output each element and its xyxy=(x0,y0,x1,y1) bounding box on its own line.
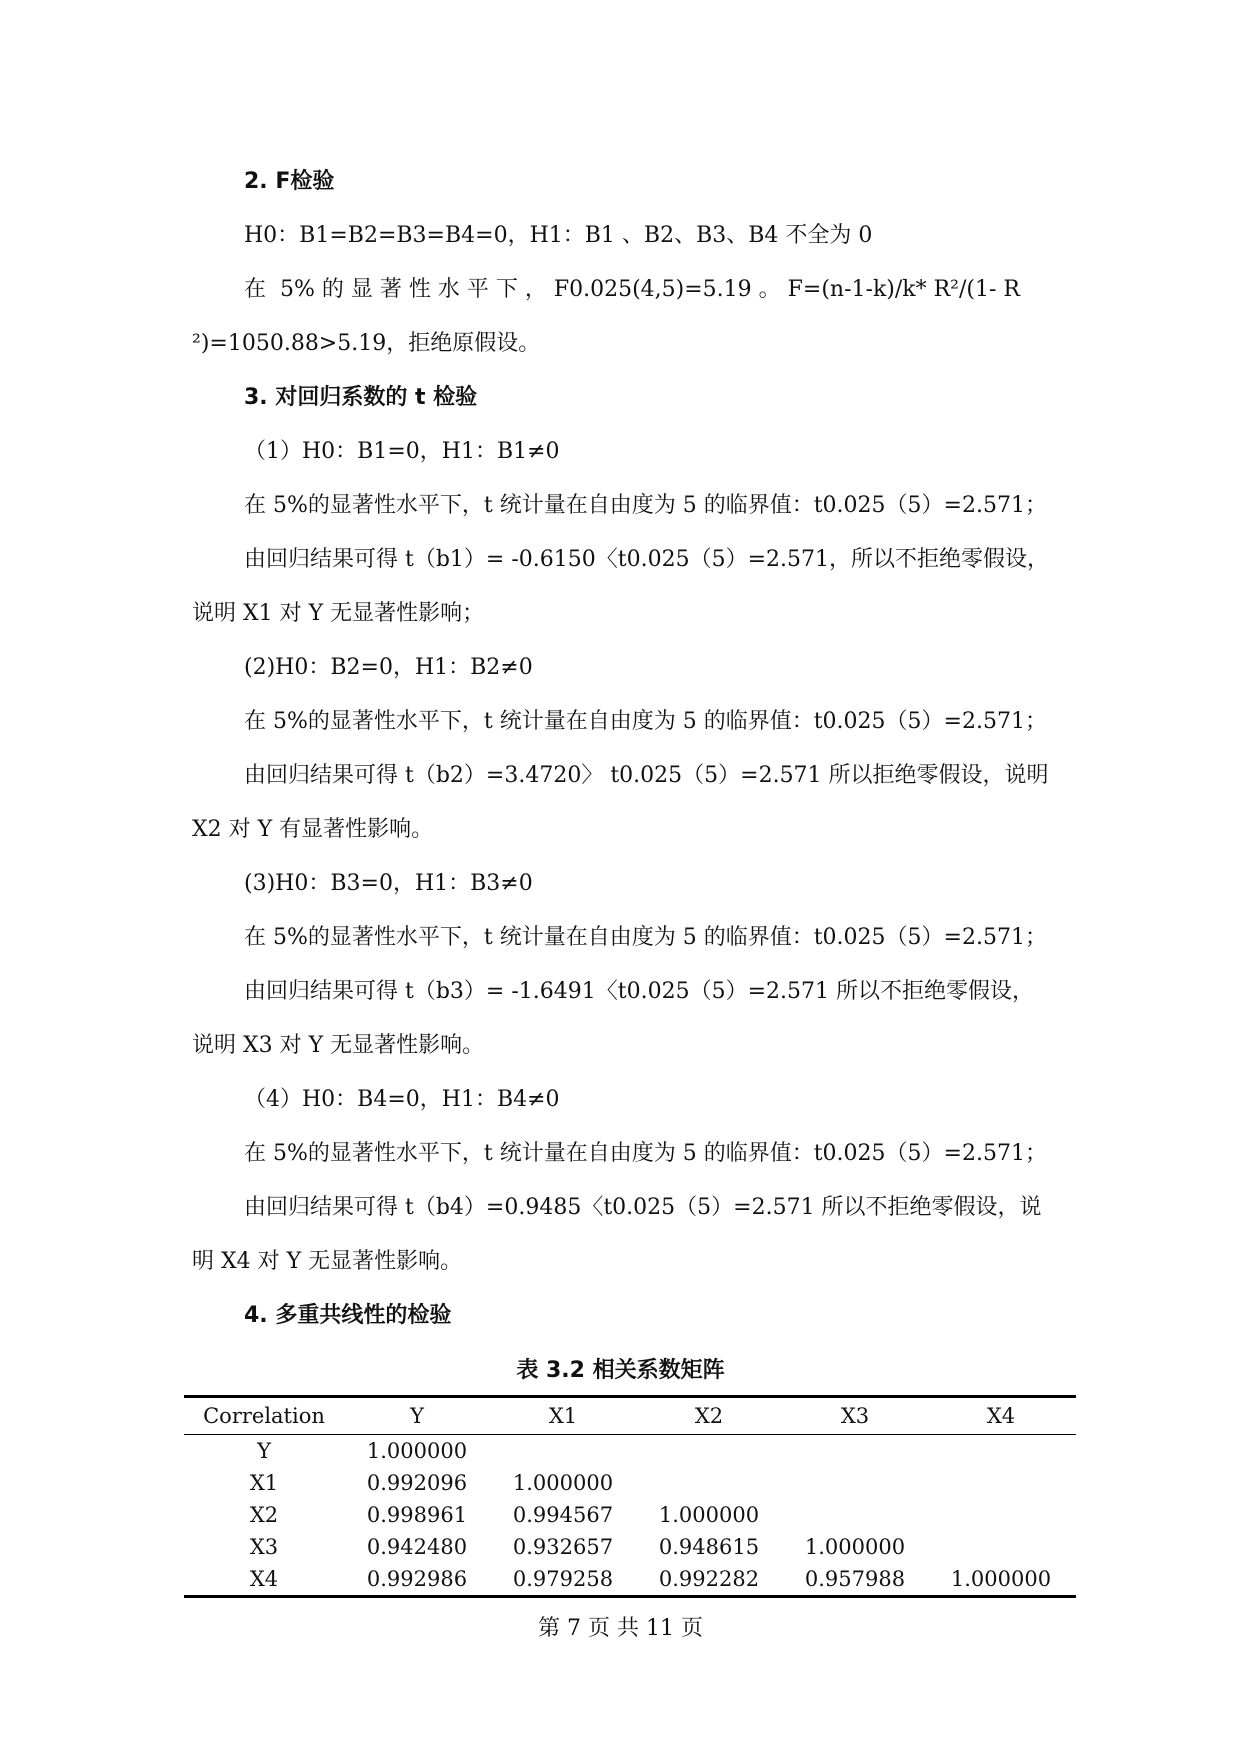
t-test-4-result-2: 明 X4 对 Y 无显著性影响。 xyxy=(192,1249,463,1274)
section-3-heading: 3. 对回归系数的 t 检验 xyxy=(244,385,478,410)
table-cell: 1.000000 xyxy=(658,1503,760,1527)
header-cell: X4 xyxy=(986,1404,1016,1428)
table-cell: 0.992282 xyxy=(658,1567,760,1591)
table-caption: 表 3.2 相关系数矩阵 xyxy=(516,1358,725,1383)
table-cell xyxy=(928,1531,1074,1563)
header-cell: X3 xyxy=(840,1404,870,1428)
table-cell: 0.979258 xyxy=(512,1567,614,1591)
table-row xyxy=(184,1531,1076,1563)
table-cell xyxy=(782,1435,928,1467)
header-cell: X1 xyxy=(548,1404,578,1428)
row-label: X2 xyxy=(249,1503,279,1527)
table-header-row xyxy=(184,1398,1076,1434)
t-test-2-hypothesis: (2)H0：B2=0，H1：B2≠0 xyxy=(244,655,533,680)
page-number-footer: 第 7 页 共 11 页 xyxy=(538,1616,703,1641)
table-row xyxy=(184,1563,1076,1595)
f-test-line-1: 在 5% 的 显 著 性 水 平 下 ， F0.025(4,5)=5.19 。 F=(n-1-k)/k* R²/(1- R xyxy=(244,277,1020,302)
row-label: X1 xyxy=(249,1471,279,1495)
t-test-4-hypothesis: （4）H0：B4=0，H1：B4≠0 xyxy=(244,1087,560,1112)
f-test-hypothesis: H0：B1=B2=B3=B4=0，H1：B1 、B2、B3、B4 不全为 0 xyxy=(244,223,873,248)
t-test-3-hypothesis: (3)H0：B3=0，H1：B3≠0 xyxy=(244,871,533,896)
table-cell: 1.000000 xyxy=(804,1535,906,1559)
table-cell xyxy=(928,1467,1074,1499)
t-test-4-critical: 在 5%的显著性水平下，t 统计量在自由度为 5 的临界值：t0.025（5）=2.571； xyxy=(244,1141,1047,1166)
header-cell: X2 xyxy=(694,1404,724,1428)
table-cell: 0.992986 xyxy=(366,1567,468,1591)
t-test-2-critical: 在 5%的显著性水平下，t 统计量在自由度为 5 的临界值：t0.025（5）=2.571； xyxy=(244,709,1047,734)
header-cell: Y xyxy=(410,1404,424,1428)
t-test-3-result-1: 由回归结果可得 t（b3）= -1.6491〈t0.025（5）=2.571 所以不拒绝零假设， xyxy=(244,979,1034,1004)
table-cell: 0.992096 xyxy=(366,1471,468,1495)
table-cell: 0.932657 xyxy=(512,1535,614,1559)
t-test-1-hypothesis: （1）H0：B1=0，H1：B1≠0 xyxy=(244,439,560,464)
row-label: Y xyxy=(257,1439,271,1463)
t-test-1-result-1: 由回归结果可得 t（b1）= -0.6150〈t0.025（5）=2.571，所以不拒绝零假设， xyxy=(244,547,1049,572)
table-cell xyxy=(782,1499,928,1531)
table-bottom-rule xyxy=(184,1595,1076,1598)
table-cell xyxy=(928,1499,1074,1531)
header-cell: Correlation xyxy=(203,1404,325,1428)
t-test-3-critical: 在 5%的显著性水平下，t 统计量在自由度为 5 的临界值：t0.025（5）=2.571； xyxy=(244,925,1047,950)
t-test-2-result-1: 由回归结果可得 t（b2）=3.4720〉 t0.025（5）=2.571 所以拒绝零假设，说明 xyxy=(244,763,1049,788)
table-cell: 1.000000 xyxy=(512,1471,614,1495)
t-test-1-result-2: 说明 X1 对 Y 无显著性影响； xyxy=(192,601,485,626)
table-row xyxy=(184,1499,1076,1531)
correlation-table xyxy=(184,1395,1076,1598)
table-cell xyxy=(636,1467,782,1499)
row-label: X4 xyxy=(249,1567,279,1591)
table-cell: 0.948615 xyxy=(658,1535,760,1559)
table-cell: 0.998961 xyxy=(366,1503,468,1527)
table-row xyxy=(184,1467,1076,1499)
table-cell: 1.000000 xyxy=(366,1439,468,1463)
table-cell xyxy=(928,1435,1074,1467)
t-test-3-result-2: 说明 X3 对 Y 无显著性影响。 xyxy=(192,1033,485,1058)
section-2-heading: 2. F检验 xyxy=(244,169,335,194)
table-cell xyxy=(636,1435,782,1467)
table-cell: 0.957988 xyxy=(804,1567,906,1591)
table-cell xyxy=(782,1467,928,1499)
t-test-1-critical: 在 5%的显著性水平下，t 统计量在自由度为 5 的临界值：t0.025（5）=2.571； xyxy=(244,493,1047,518)
t-test-4-result-1: 由回归结果可得 t（b4）=0.9485〈t0.025（5）=2.571 所以不拒绝零假设，说 xyxy=(244,1195,1042,1220)
table-cell: 0.942480 xyxy=(366,1535,468,1559)
table-cell xyxy=(490,1435,636,1467)
table-cell: 0.994567 xyxy=(512,1503,614,1527)
section-4-heading: 4. 多重共线性的检验 xyxy=(244,1303,452,1328)
t-test-2-result-2: X2 对 Y 有显著性影响。 xyxy=(192,817,434,842)
table-row xyxy=(184,1435,1076,1467)
table-cell: 1.000000 xyxy=(950,1567,1052,1591)
f-test-line-2: ²)=1050.88>5.19，拒绝原假设。 xyxy=(192,331,541,356)
row-label: X3 xyxy=(249,1535,279,1559)
